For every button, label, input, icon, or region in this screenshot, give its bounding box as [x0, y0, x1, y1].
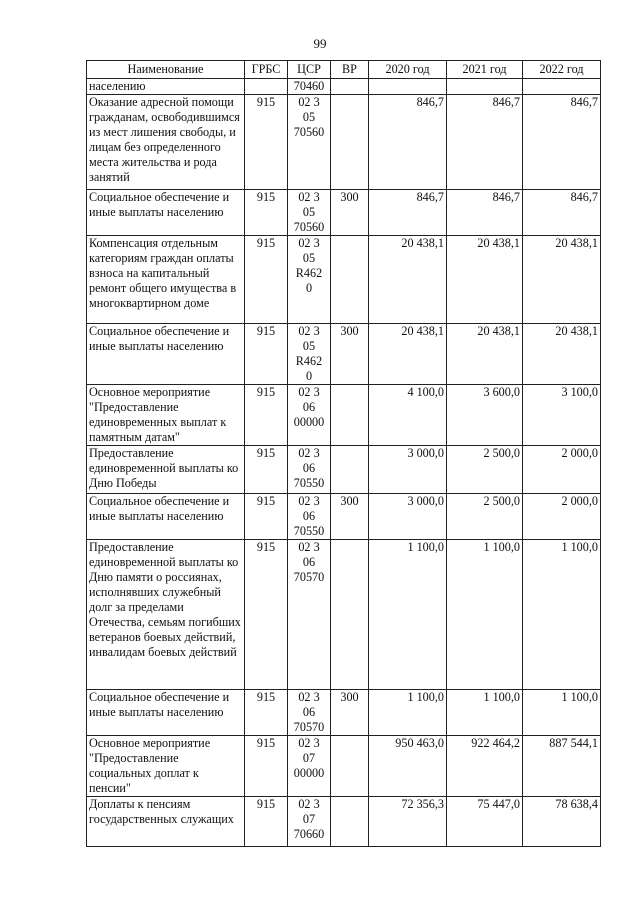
row-2020-cell: 1 100,0: [369, 540, 447, 690]
row-2020-cell: 3 000,0: [369, 494, 447, 540]
row-2021-cell: 75 447,0: [447, 797, 523, 847]
row-2022-cell: 1 100,0: [523, 540, 601, 690]
table-header-row: [87, 61, 601, 79]
csr-code-line: 00000: [293, 766, 325, 780]
row-grbs-cell: 915: [245, 95, 288, 190]
row-2021-cell: 922 464,2: [447, 736, 523, 797]
csr-code-line: 05: [302, 339, 316, 353]
table-row: [87, 736, 601, 797]
row-csr-cell: [288, 797, 331, 847]
csr-code-line: 05: [302, 110, 316, 124]
csr-code-line: 0: [305, 281, 313, 295]
row-grbs-cell: 915: [245, 540, 288, 690]
budget-table: [86, 60, 601, 847]
row-name-cell: Социальное обеспечение и иные выплаты населению: [87, 494, 245, 540]
csr-code-line: 70570: [293, 570, 325, 584]
row-name-cell: Основное мероприятие "Предоставление социальных доплат к пенсии": [87, 736, 245, 797]
csr-code-line: 70460: [293, 79, 325, 93]
row-2020-cell: 20 438,1: [369, 324, 447, 385]
row-csr-cell: [288, 324, 331, 385]
row-name-cell: Социальное обеспечение и иные выплаты населению: [87, 190, 245, 236]
row-name-cell: Оказание адресной помощи гражданам, освободившимся из мест лишения свободы, и лицам без определенного места жительства и рода занятий: [87, 95, 245, 190]
column-header-2021: 2021 год: [447, 61, 523, 79]
csr-code-line: 07: [302, 812, 316, 826]
row-2022-cell: 78 638,4: [523, 797, 601, 847]
column-header-csr: ЦСР: [288, 61, 331, 79]
row-2021-cell: 3 600,0: [447, 385, 523, 446]
row-csr-cell: [288, 736, 331, 797]
csr-code-line: 05: [302, 205, 316, 219]
table-row: [87, 797, 601, 847]
table-row: [87, 540, 601, 690]
row-2021-cell: 846,7: [447, 95, 523, 190]
table-row: [87, 494, 601, 540]
row-csr-cell: [288, 446, 331, 494]
csr-code-line: 02 3: [298, 736, 320, 750]
row-2020-cell: 3 000,0: [369, 446, 447, 494]
csr-code-line: 02 3: [298, 190, 320, 204]
csr-code-line: 70560: [293, 220, 325, 234]
row-2022-cell: 2 000,0: [523, 446, 601, 494]
row-2021-cell: 20 438,1: [447, 236, 523, 324]
csr-code-line: 02 3: [298, 690, 320, 704]
column-header-2020: 2020 год: [369, 61, 447, 79]
row-2022-cell: 1 100,0: [523, 690, 601, 736]
row-grbs-cell: 915: [245, 690, 288, 736]
table-body: [87, 79, 601, 847]
row-grbs-cell: 915: [245, 446, 288, 494]
row-2021-cell: 2 500,0: [447, 446, 523, 494]
row-name-cell: Основное мероприятие "Предоставление единовременных выплат к памятным датам": [87, 385, 245, 446]
row-2022-cell: 846,7: [523, 190, 601, 236]
csr-code-line: 05: [302, 251, 316, 265]
row-csr-cell: [288, 190, 331, 236]
row-2021-cell: 846,7: [447, 190, 523, 236]
row-grbs-cell: 915: [245, 324, 288, 385]
row-csr-cell: [288, 494, 331, 540]
row-vr-cell: 300: [331, 190, 369, 236]
row-grbs-cell: 915: [245, 797, 288, 847]
row-2020-cell: 1 100,0: [369, 690, 447, 736]
csr-code-line: 70550: [293, 524, 325, 538]
column-header-grbs: ГРБС: [245, 61, 288, 79]
csr-code-line: R462: [295, 354, 323, 368]
csr-code-line: 02 3: [298, 236, 320, 250]
row-vr-cell: [331, 540, 369, 690]
csr-code-line: 70560: [293, 125, 325, 139]
csr-code-line: 70550: [293, 476, 325, 490]
table-row: [87, 95, 601, 190]
table-row: [87, 385, 601, 446]
row-csr-cell: [288, 540, 331, 690]
row-csr-cell: [288, 95, 331, 190]
row-2022-cell: 2 000,0: [523, 494, 601, 540]
row-2021-cell: 1 100,0: [447, 540, 523, 690]
row-csr-cell: [288, 79, 331, 95]
csr-code-line: 07: [302, 751, 316, 765]
row-name-cell: Социальное обеспечение и иные выплаты населению: [87, 324, 245, 385]
row-2020-cell: 846,7: [369, 190, 447, 236]
row-grbs-cell: 915: [245, 190, 288, 236]
row-name-cell: Предоставление единовременной выплаты ко Дню Победы: [87, 446, 245, 494]
row-vr-cell: 300: [331, 494, 369, 540]
table-row: [87, 236, 601, 324]
row-2020-cell: 950 463,0: [369, 736, 447, 797]
row-2020-cell: 20 438,1: [369, 236, 447, 324]
csr-code-line: R462: [295, 266, 323, 280]
csr-code-line: 06: [302, 705, 316, 719]
csr-code-line: 06: [302, 461, 316, 475]
column-header-vr: ВР: [331, 61, 369, 79]
csr-code-line: 06: [302, 509, 316, 523]
table-row: [87, 324, 601, 385]
row-vr-cell: [331, 385, 369, 446]
csr-code-line: 02 3: [298, 95, 320, 109]
row-csr-cell: [288, 385, 331, 446]
csr-code-line: 02 3: [298, 797, 320, 811]
row-vr-cell: 300: [331, 324, 369, 385]
table-row: [87, 690, 601, 736]
csr-code-line: 02 3: [298, 446, 320, 460]
row-csr-cell: [288, 690, 331, 736]
table-row: [87, 79, 601, 95]
row-grbs-cell: 915: [245, 236, 288, 324]
row-grbs-cell: 915: [245, 385, 288, 446]
row-vr-cell: [331, 446, 369, 494]
csr-code-line: 0: [305, 369, 313, 383]
row-2020-cell: 846,7: [369, 95, 447, 190]
csr-code-line: 02 3: [298, 540, 320, 554]
row-csr-cell: [288, 236, 331, 324]
csr-code-line: 70660: [293, 827, 325, 841]
row-2020-cell: 72 356,3: [369, 797, 447, 847]
csr-code-line: 70570: [293, 720, 325, 734]
row-2021-cell: 20 438,1: [447, 324, 523, 385]
row-name-cell: населению: [87, 79, 245, 95]
row-2022-cell: [523, 79, 601, 95]
row-2020-cell: 4 100,0: [369, 385, 447, 446]
row-name-cell: Доплаты к пенсиям государственных служащих: [87, 797, 245, 847]
table-row: [87, 446, 601, 494]
table-row: [87, 190, 601, 236]
column-header-name: Наименование: [87, 61, 245, 79]
row-grbs-cell: [245, 79, 288, 95]
row-grbs-cell: 915: [245, 494, 288, 540]
row-2020-cell: [369, 79, 447, 95]
row-vr-cell: 300: [331, 690, 369, 736]
csr-code-line: 02 3: [298, 494, 320, 508]
row-2022-cell: 846,7: [523, 95, 601, 190]
row-name-cell: Предоставление единовременной выплаты ко Дню памяти о россиянах, исполнявших служебный долг за пределами Отечества, семьям погибших ветеранов боевых действий, инвалидам боевых действий: [87, 540, 245, 690]
row-vr-cell: [331, 95, 369, 190]
row-2021-cell: 2 500,0: [447, 494, 523, 540]
page-number: 99: [313, 36, 327, 51]
row-vr-cell: [331, 236, 369, 324]
csr-code-line: 00000: [293, 415, 325, 429]
csr-code-line: 02 3: [298, 324, 320, 338]
csr-code-line: 06: [302, 555, 316, 569]
row-2022-cell: 3 100,0: [523, 385, 601, 446]
row-2022-cell: 20 438,1: [523, 324, 601, 385]
row-vr-cell: [331, 736, 369, 797]
row-2021-cell: [447, 79, 523, 95]
row-name-cell: Компенсация отдельным категориям граждан оплаты взноса на капитальный ремонт общего имущества в многоквартирном доме: [87, 236, 245, 324]
row-2022-cell: 887 544,1: [523, 736, 601, 797]
csr-code-line: 02 3: [298, 385, 320, 399]
csr-code-line: 06: [302, 400, 316, 414]
row-vr-cell: [331, 797, 369, 847]
row-grbs-cell: 915: [245, 736, 288, 797]
column-header-2022: 2022 год: [523, 61, 601, 79]
row-2021-cell: 1 100,0: [447, 690, 523, 736]
row-vr-cell: [331, 79, 369, 95]
row-2022-cell: 20 438,1: [523, 236, 601, 324]
row-name-cell: Социальное обеспечение и иные выплаты населению: [87, 690, 245, 736]
